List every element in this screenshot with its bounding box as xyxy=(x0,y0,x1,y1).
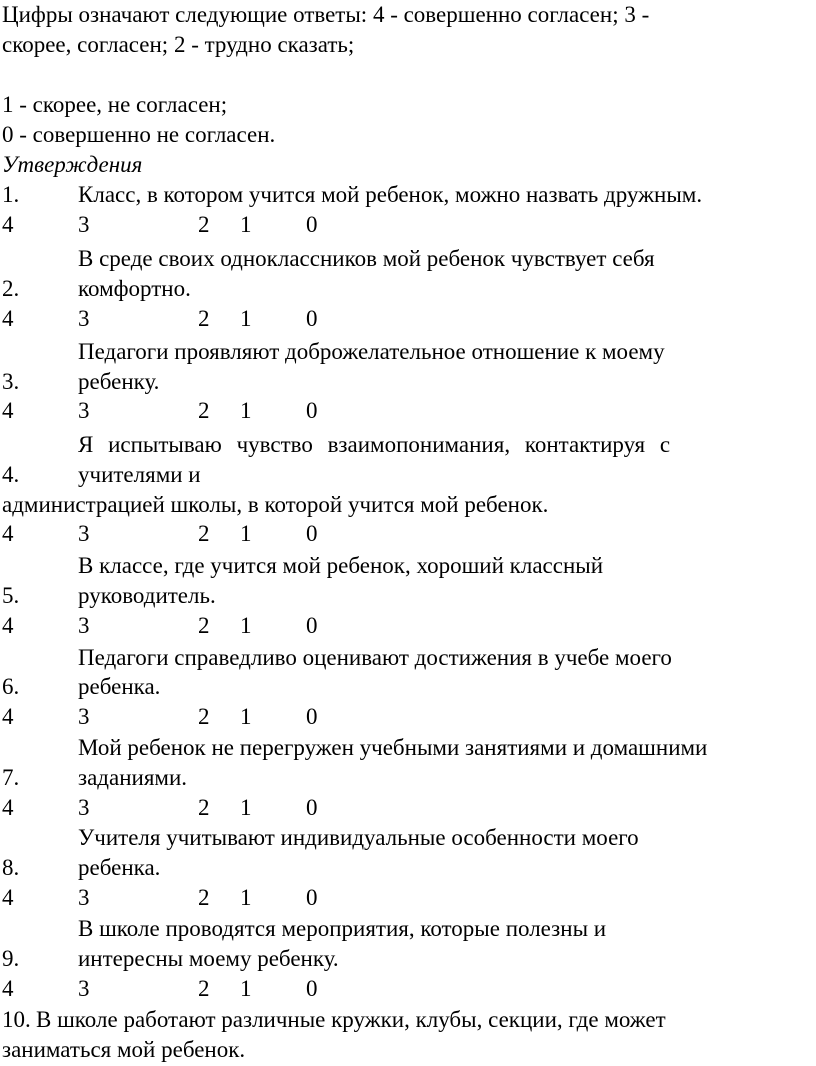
rating-scale xyxy=(0,396,816,426)
rating-scale xyxy=(0,883,816,913)
statement-text-continued: учителями и xyxy=(78,462,201,487)
statement-text-continued: интересны моему ребенку. xyxy=(78,946,339,971)
intro-line-3: 1 - скорее, не согласен; xyxy=(2,92,228,117)
intro-line-1: Цифры означают следующие ответы: 4 - совершенно согласен; 3 - xyxy=(2,2,650,27)
statement-number: 8. xyxy=(2,855,20,880)
rating-1: 1 xyxy=(240,306,252,331)
rating-0: 0 xyxy=(306,306,318,331)
statement-text-continued: ребенку. xyxy=(78,369,160,394)
rating-2: 2 xyxy=(198,976,210,1001)
rating-4: 4 xyxy=(2,212,14,237)
statement-number: 9. xyxy=(2,946,20,971)
statement-text-continued: ребенка. xyxy=(78,674,161,699)
rating-4: 4 xyxy=(2,306,14,331)
rating-0: 0 xyxy=(306,521,318,546)
statement-text: Мой ребенок не перегружен учебными занятиями и домашними xyxy=(78,735,708,760)
rating-1: 1 xyxy=(240,521,252,546)
rating-0: 0 xyxy=(306,212,318,237)
statements-heading: Утверждения xyxy=(2,152,143,177)
statement-number: 4. xyxy=(2,462,20,487)
rating-0: 0 xyxy=(306,398,318,423)
rating-2: 2 xyxy=(198,795,210,820)
statement-number: 2. xyxy=(2,276,20,301)
rating-4: 4 xyxy=(2,704,14,729)
statement-text: В среде своих одноклассников мой ребенок чувствует себя xyxy=(78,246,655,271)
rating-1: 1 xyxy=(240,212,252,237)
rating-1: 1 xyxy=(240,795,252,820)
rating-2: 2 xyxy=(198,704,210,729)
rating-4: 4 xyxy=(2,976,14,1001)
statement-number: 6. xyxy=(2,674,20,699)
rating-2: 2 xyxy=(198,398,210,423)
rating-0: 0 xyxy=(306,613,318,638)
statement-text: В школе проводятся мероприятия, которые полезны и xyxy=(78,916,607,941)
rating-scale xyxy=(0,210,816,240)
statement-text-continued: комфортно. xyxy=(78,276,191,301)
statement-number: 5. xyxy=(2,583,20,608)
statement-text: Класс, в котором учится мой ребенок, можно назвать дружным. xyxy=(78,182,703,207)
statement-text-continued: руководитель. xyxy=(78,583,216,608)
statement-text: Педагоги справедливо оценивают достижения в учебе моего xyxy=(78,645,672,670)
statement-text: Педагоги проявляют доброжелательное отношение к моему xyxy=(78,339,665,364)
statement-number: 3. xyxy=(2,369,20,394)
rating-0: 0 xyxy=(306,976,318,1001)
rating-scale xyxy=(0,304,816,334)
rating-0: 0 xyxy=(306,795,318,820)
rating-4: 4 xyxy=(2,398,14,423)
rating-3: 3 xyxy=(78,885,90,910)
rating-3: 3 xyxy=(78,212,90,237)
rating-scale xyxy=(0,702,816,732)
rating-scale xyxy=(0,793,816,823)
statement-number: 7. xyxy=(2,765,20,790)
rating-2: 2 xyxy=(198,885,210,910)
rating-4: 4 xyxy=(2,521,14,546)
rating-2: 2 xyxy=(198,212,210,237)
statement-text-continued: заданиями. xyxy=(78,765,188,790)
statement-text: Учителя учитывают индивидуальные особенности моего xyxy=(78,825,639,850)
intro-line-2: скорее, согласен; 2 - трудно сказать; xyxy=(2,32,355,57)
statement-number: 1. xyxy=(2,182,20,207)
rating-0: 0 xyxy=(306,704,318,729)
statement-text: В классе, где учится мой ребенок, хороший классный xyxy=(78,553,604,578)
rating-3: 3 xyxy=(78,976,90,1001)
rating-4: 4 xyxy=(2,613,14,638)
rating-0: 0 xyxy=(306,885,318,910)
statement-text: Я испытываю чувство взаимопонимания, контактируя с xyxy=(78,432,671,457)
rating-2: 2 xyxy=(198,521,210,546)
rating-1: 1 xyxy=(240,976,252,1001)
rating-1: 1 xyxy=(240,398,252,423)
statement-text-continued: ребенка. xyxy=(78,855,161,880)
rating-scale xyxy=(0,519,816,549)
statement-text-continued: заниматься мой ребенок. xyxy=(2,1037,246,1062)
rating-scale xyxy=(0,611,816,641)
rating-3: 3 xyxy=(78,306,90,331)
rating-4: 4 xyxy=(2,795,14,820)
rating-2: 2 xyxy=(198,306,210,331)
rating-1: 1 xyxy=(240,704,252,729)
statement-number: 10. xyxy=(2,1007,31,1032)
rating-3: 3 xyxy=(78,521,90,546)
statement-text: В школе работают различные кружки, клубы, секции, где может xyxy=(36,1007,666,1032)
rating-3: 3 xyxy=(78,398,90,423)
rating-2: 2 xyxy=(198,613,210,638)
statement-text-continued-2: администрацией школы, в которой учится мой ребенок. xyxy=(2,492,549,517)
rating-4: 4 xyxy=(2,885,14,910)
rating-1: 1 xyxy=(240,613,252,638)
intro-line-4: 0 - совершенно не согласен. xyxy=(2,122,276,147)
rating-1: 1 xyxy=(240,885,252,910)
rating-scale xyxy=(0,974,816,1004)
rating-3: 3 xyxy=(78,613,90,638)
rating-3: 3 xyxy=(78,795,90,820)
rating-3: 3 xyxy=(78,704,90,729)
